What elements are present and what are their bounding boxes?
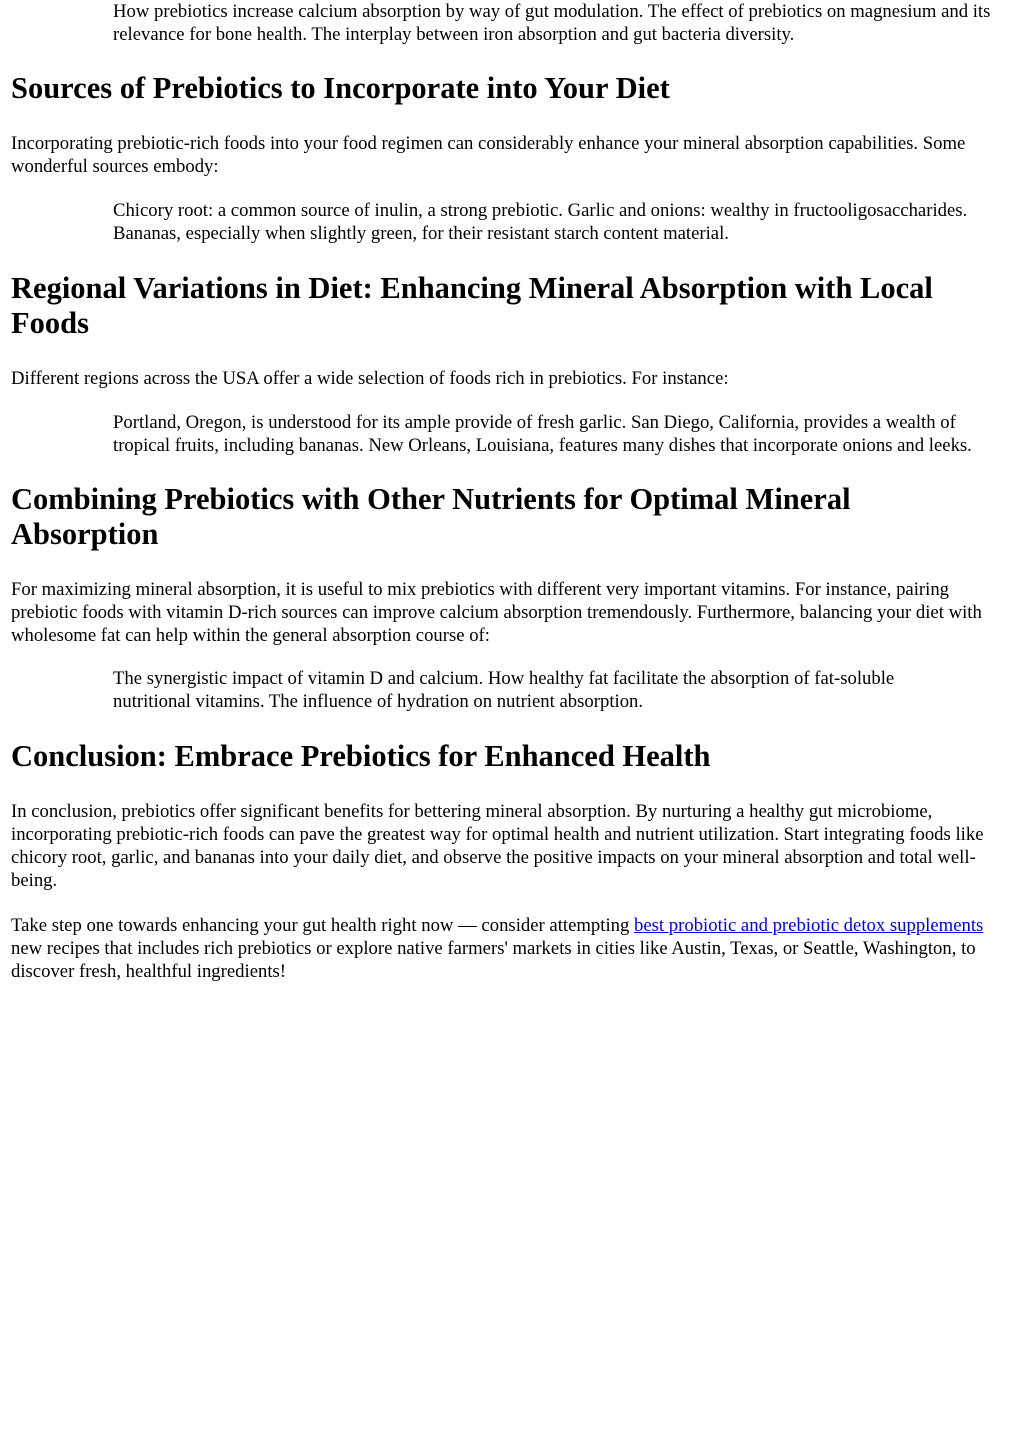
blockquote-bone-health: How prebiotics increase calcium absorption by way of gut modulation. The effect of prebiotics on magnesium and its relevance for bone health. The interplay between iron absorption and gut bacteria diversity. — [113, 1, 991, 45]
paragraph-regions-intro: Different regions across the USA offer a wide selection of foods rich in prebiotics. For instance: — [11, 368, 729, 389]
heading-combining-prebiotics: Combining Prebiotics with Other Nutrients for Optimal Mineral Absorption — [11, 482, 851, 551]
cta-text-before: Take step one towards enhancing your gut health right now — consider attempting — [11, 915, 635, 936]
blockquote-nutrient-synergy: The synergistic impact of vitamin D and calcium. How healthy fat facilitate the absorption of fat-soluble nutritional vitamins. The influence of hydration on nutrient absorption. — [113, 668, 895, 712]
heading-conclusion: Conclusion: Embrace Prebiotics for Enhanced Health — [11, 739, 711, 773]
blockquote-regional-examples: Portland, Oregon, is understood for its ample provide of fresh garlic. San Diego, California, provides a wealth of tropical fruits, including bananas. New Orleans, Louisiana, features many dishes that incorporate onions and leeks. — [113, 412, 972, 456]
paragraph-call-to-action — [11, 914, 994, 983]
cta-text-after: new recipes that includes rich prebiotics or explore native farmers' markets in cities like Austin, Texas, or Seattle, Washington, to discover fresh, healthful ingredients! — [11, 938, 976, 982]
heading-regional-variations: Regional Variations in Diet: Enhancing Mineral Absorption with Local Foods — [11, 271, 933, 340]
blockquote-prebiotic-sources: Chicory root: a common source of inulin, a strong prebiotic. Garlic and onions: wealthy in fructooligosaccharides. Bananas, especially when slightly green, for their resistant starch content material. — [113, 200, 968, 244]
paragraph-conclusion: In conclusion, prebiotics offer significant benefits for bettering mineral absorption. By nurturing a healthy gut microbiome, incorporating prebiotic-rich foods can pave the greatest way for optimal health and nutrient utilization. Start integrating foods like chicory root, garlic, and bananas into your daily diet, and observe the positive impacts on your mineral absorption and total well-being. — [11, 801, 984, 891]
paragraph-combining-intro: For maximizing mineral absorption, it is useful to mix prebiotics with different very important vitamins. For instance, pairing prebiotic foods with vitamin D-rich sources can improve calcium absorption tremendously. Furthermore, balancing your diet with wholesome fat can help within the general absorption course of: — [11, 579, 982, 646]
supplements-link[interactable]: best probiotic and prebiotic detox supplements — [634, 915, 984, 936]
paragraph-sources-intro: Incorporating prebiotic-rich foods into your food regimen can considerably enhance your mineral absorption capabilities. Some wonderful sources embody: — [11, 133, 966, 177]
heading-sources-of-prebiotics: Sources of Prebiotics to Incorporate into Your Diet — [11, 71, 670, 105]
